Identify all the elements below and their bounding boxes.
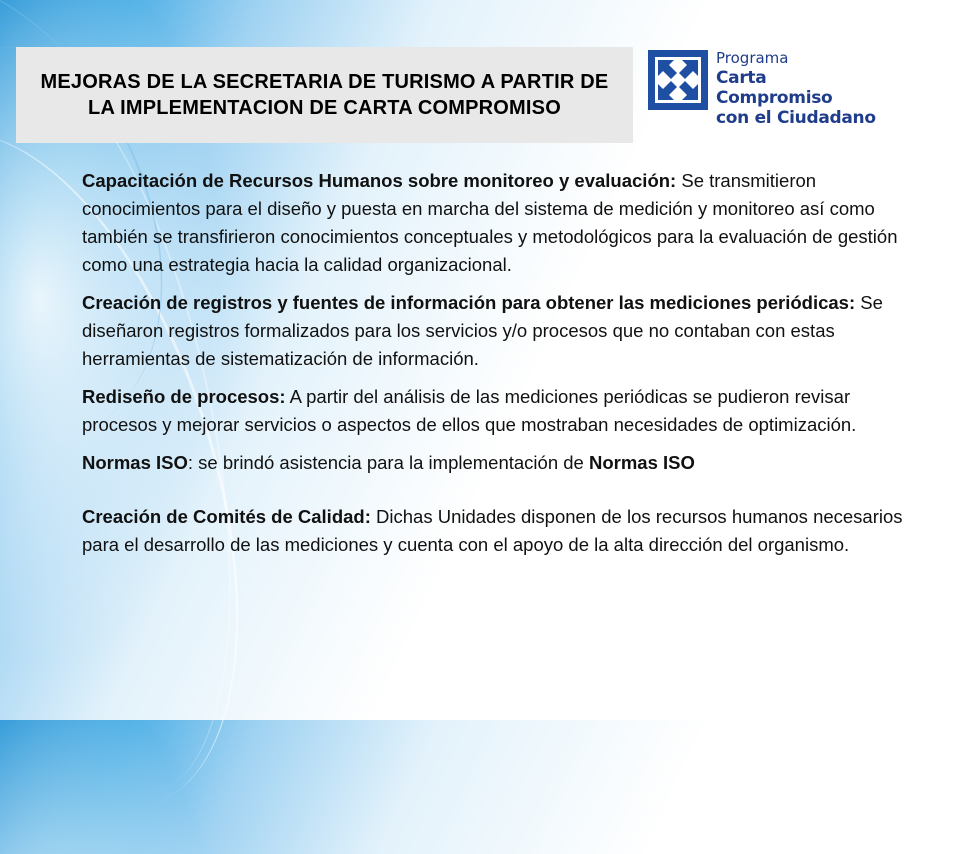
paragraph-text: Dichas Unidades disponen de los recursos humanos necesarios para el desarrollo de las mediciones y cuenta con el apoyo de la alta dirección del organismo. xyxy=(82,506,903,555)
paragraph-heading: Creación de registros y fuentes de información para obtener las mediciones periódicas: xyxy=(82,292,856,313)
paragraph-text: Se diseñaron registros formalizados para los servicios y/o procesos que no contaban con estas herramientas de sistematización de información. xyxy=(82,292,883,369)
logo-line-3: con el Ciudadano xyxy=(716,108,876,128)
logo-line-1: Programa xyxy=(716,49,789,67)
paragraph-heading: Normas ISO xyxy=(82,452,188,473)
program-logo xyxy=(648,48,888,128)
content-body xyxy=(82,167,927,569)
paragraph-heading: Creación de Comités de Calidad: xyxy=(82,506,371,527)
title-banner xyxy=(16,47,633,143)
arrows-square-icon xyxy=(648,50,708,110)
paragraph-text: : se brindó asistencia para la implementación de xyxy=(187,452,589,473)
logo-text xyxy=(716,48,888,128)
page-title: MEJORAS DE LA SECRETARIA DE TURISMO A PARTIR DE LA IMPLEMENTACION DE CARTA COMPROMISO xyxy=(40,71,609,119)
paragraph-comites xyxy=(82,503,927,559)
paragraph-heading: Rediseño de procesos: xyxy=(82,386,286,407)
paragraph-text: A partir del análisis de las mediciones periódicas se pudieron revisar procesos y mejorar servicios o aspectos de ellos que mostraban necesidades de optimización. xyxy=(82,386,857,435)
paragraph-text: Se transmitieron conocimientos para el diseño y puesta en marcha del sistema de medición y monitoreo así como también se transfirieron conocimientos conceptuales y metodológicos para la evaluación de gestión como una estrategia hacia la calidad organizacional. xyxy=(82,170,898,275)
paragraph-normas-iso xyxy=(82,449,927,477)
paragraph-capacitacion xyxy=(82,167,927,279)
paragraph-rediseno xyxy=(82,383,927,439)
logo-line-2: Carta Compromiso xyxy=(716,68,833,108)
paragraph-heading: Capacitación de Recursos Humanos sobre monitoreo y evaluación: xyxy=(82,170,677,191)
paragraph-registros xyxy=(82,289,927,373)
paragraph-tail-bold: Normas ISO xyxy=(588,452,695,473)
